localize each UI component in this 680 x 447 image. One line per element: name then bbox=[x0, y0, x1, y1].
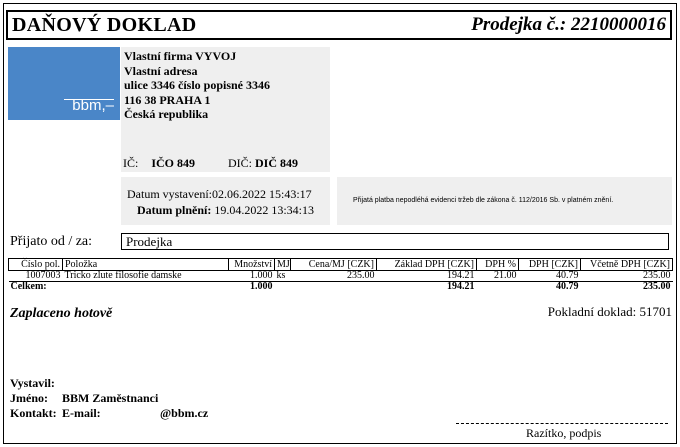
stamp-signature-label: Razítko, podpis bbox=[526, 426, 602, 440]
document-number: Prodejka č.: 2210000016 bbox=[471, 14, 666, 35]
col-polozka: Položka bbox=[63, 259, 229, 271]
col-dph: DPH [CZK] bbox=[519, 259, 581, 271]
contact-email: @bbm.cz bbox=[160, 406, 209, 420]
seller-block bbox=[121, 47, 330, 172]
contact-type: E-mail: bbox=[62, 406, 101, 420]
total-vcetne: 235.00 bbox=[643, 281, 671, 292]
col-vcetne: Včetně DPH [CZK] bbox=[581, 259, 673, 271]
received-field: Prodejka bbox=[121, 233, 669, 250]
performance-date bbox=[137, 203, 314, 218]
cell-dph-pct: 21.00 bbox=[477, 271, 519, 282]
contact-label: Kontakt: bbox=[10, 406, 57, 420]
issued-by-label: Vystavil: bbox=[10, 376, 55, 390]
ic-label: IČ: bbox=[123, 156, 139, 170]
eet-note bbox=[337, 177, 672, 225]
document-title: DAŇOVÝ DOKLAD bbox=[12, 14, 197, 36]
seller-country: Česká republika bbox=[124, 107, 209, 121]
col-mnozstvi: Množství bbox=[229, 259, 275, 271]
cell-cislo: 1007003 bbox=[9, 271, 63, 282]
cell-cena: 235.00 bbox=[291, 271, 377, 282]
col-mj: MJ bbox=[275, 259, 291, 271]
cell-polozka: Tricko zlute filosofie damske bbox=[63, 271, 229, 282]
issue-date-value: 02.06.2022 15:43:17 bbox=[211, 187, 312, 201]
total-label: Celkem: bbox=[10, 281, 47, 292]
performance-date-value: 19.04.2022 13:34:13 bbox=[214, 203, 315, 217]
signature-line bbox=[456, 423, 668, 424]
company-logo bbox=[8, 47, 120, 120]
payment-method: Zaplaceno hotově bbox=[10, 306, 113, 321]
performance-date-label: Datum plnění: bbox=[137, 203, 212, 217]
col-cislo: Číslo pol. bbox=[9, 259, 63, 271]
seller-name: Vlastní firma VYVOJ bbox=[124, 49, 237, 63]
seller-address-line: Vlastní adresa bbox=[124, 63, 198, 78]
total-mnozstvi: 1.000 bbox=[250, 281, 273, 292]
issue-date bbox=[127, 187, 312, 202]
cell-zaklad: 194.21 bbox=[377, 271, 477, 282]
issue-date-label: Datum vystavení: bbox=[127, 187, 212, 201]
name-value: BBM Zaměstnanci bbox=[62, 391, 159, 405]
table-header-row bbox=[9, 259, 673, 271]
name-label: Jméno: bbox=[10, 391, 48, 405]
seller-address bbox=[124, 49, 270, 122]
ic-value: IČO 849 bbox=[151, 156, 196, 170]
dic-value: DIČ 849 bbox=[255, 156, 299, 170]
col-cena: Cena/MJ [CZK] bbox=[291, 259, 377, 271]
received-label: Přijato od / za: bbox=[10, 234, 93, 249]
cell-vcetne: 235.00 bbox=[581, 271, 673, 282]
total-row bbox=[9, 282, 673, 293]
cell-dph: 40.79 bbox=[519, 271, 581, 282]
table-row bbox=[9, 271, 673, 282]
total-dph: 40.79 bbox=[556, 281, 579, 292]
logo-text: bbm,– bbox=[72, 97, 114, 114]
seller-city: 116 38 PRAHA 1 bbox=[124, 92, 211, 107]
dates-block bbox=[121, 177, 330, 225]
seller-street: ulice 3346 číslo popisné 3346 bbox=[124, 78, 271, 92]
dic-label: DIČ: bbox=[228, 156, 252, 170]
cell-mnozstvi: 1.000 bbox=[229, 271, 275, 282]
seller-dic bbox=[228, 156, 298, 171]
eet-note-text: Přijatá platba nepodléhá evidenci tržeb dle zákona č. 112/2016 Sb. v platném znění. bbox=[353, 197, 614, 204]
seller-ic bbox=[123, 156, 195, 171]
document-header bbox=[6, 10, 672, 40]
cell-mj: ks bbox=[275, 271, 291, 282]
col-zaklad: Základ DPH [CZK] bbox=[377, 259, 477, 271]
items-table bbox=[8, 258, 673, 292]
cash-receipt-number: Pokladní doklad: 51701 bbox=[547, 304, 672, 319]
col-dph-pct: DPH % bbox=[477, 259, 519, 271]
total-zaklad: 194.21 bbox=[447, 281, 475, 292]
